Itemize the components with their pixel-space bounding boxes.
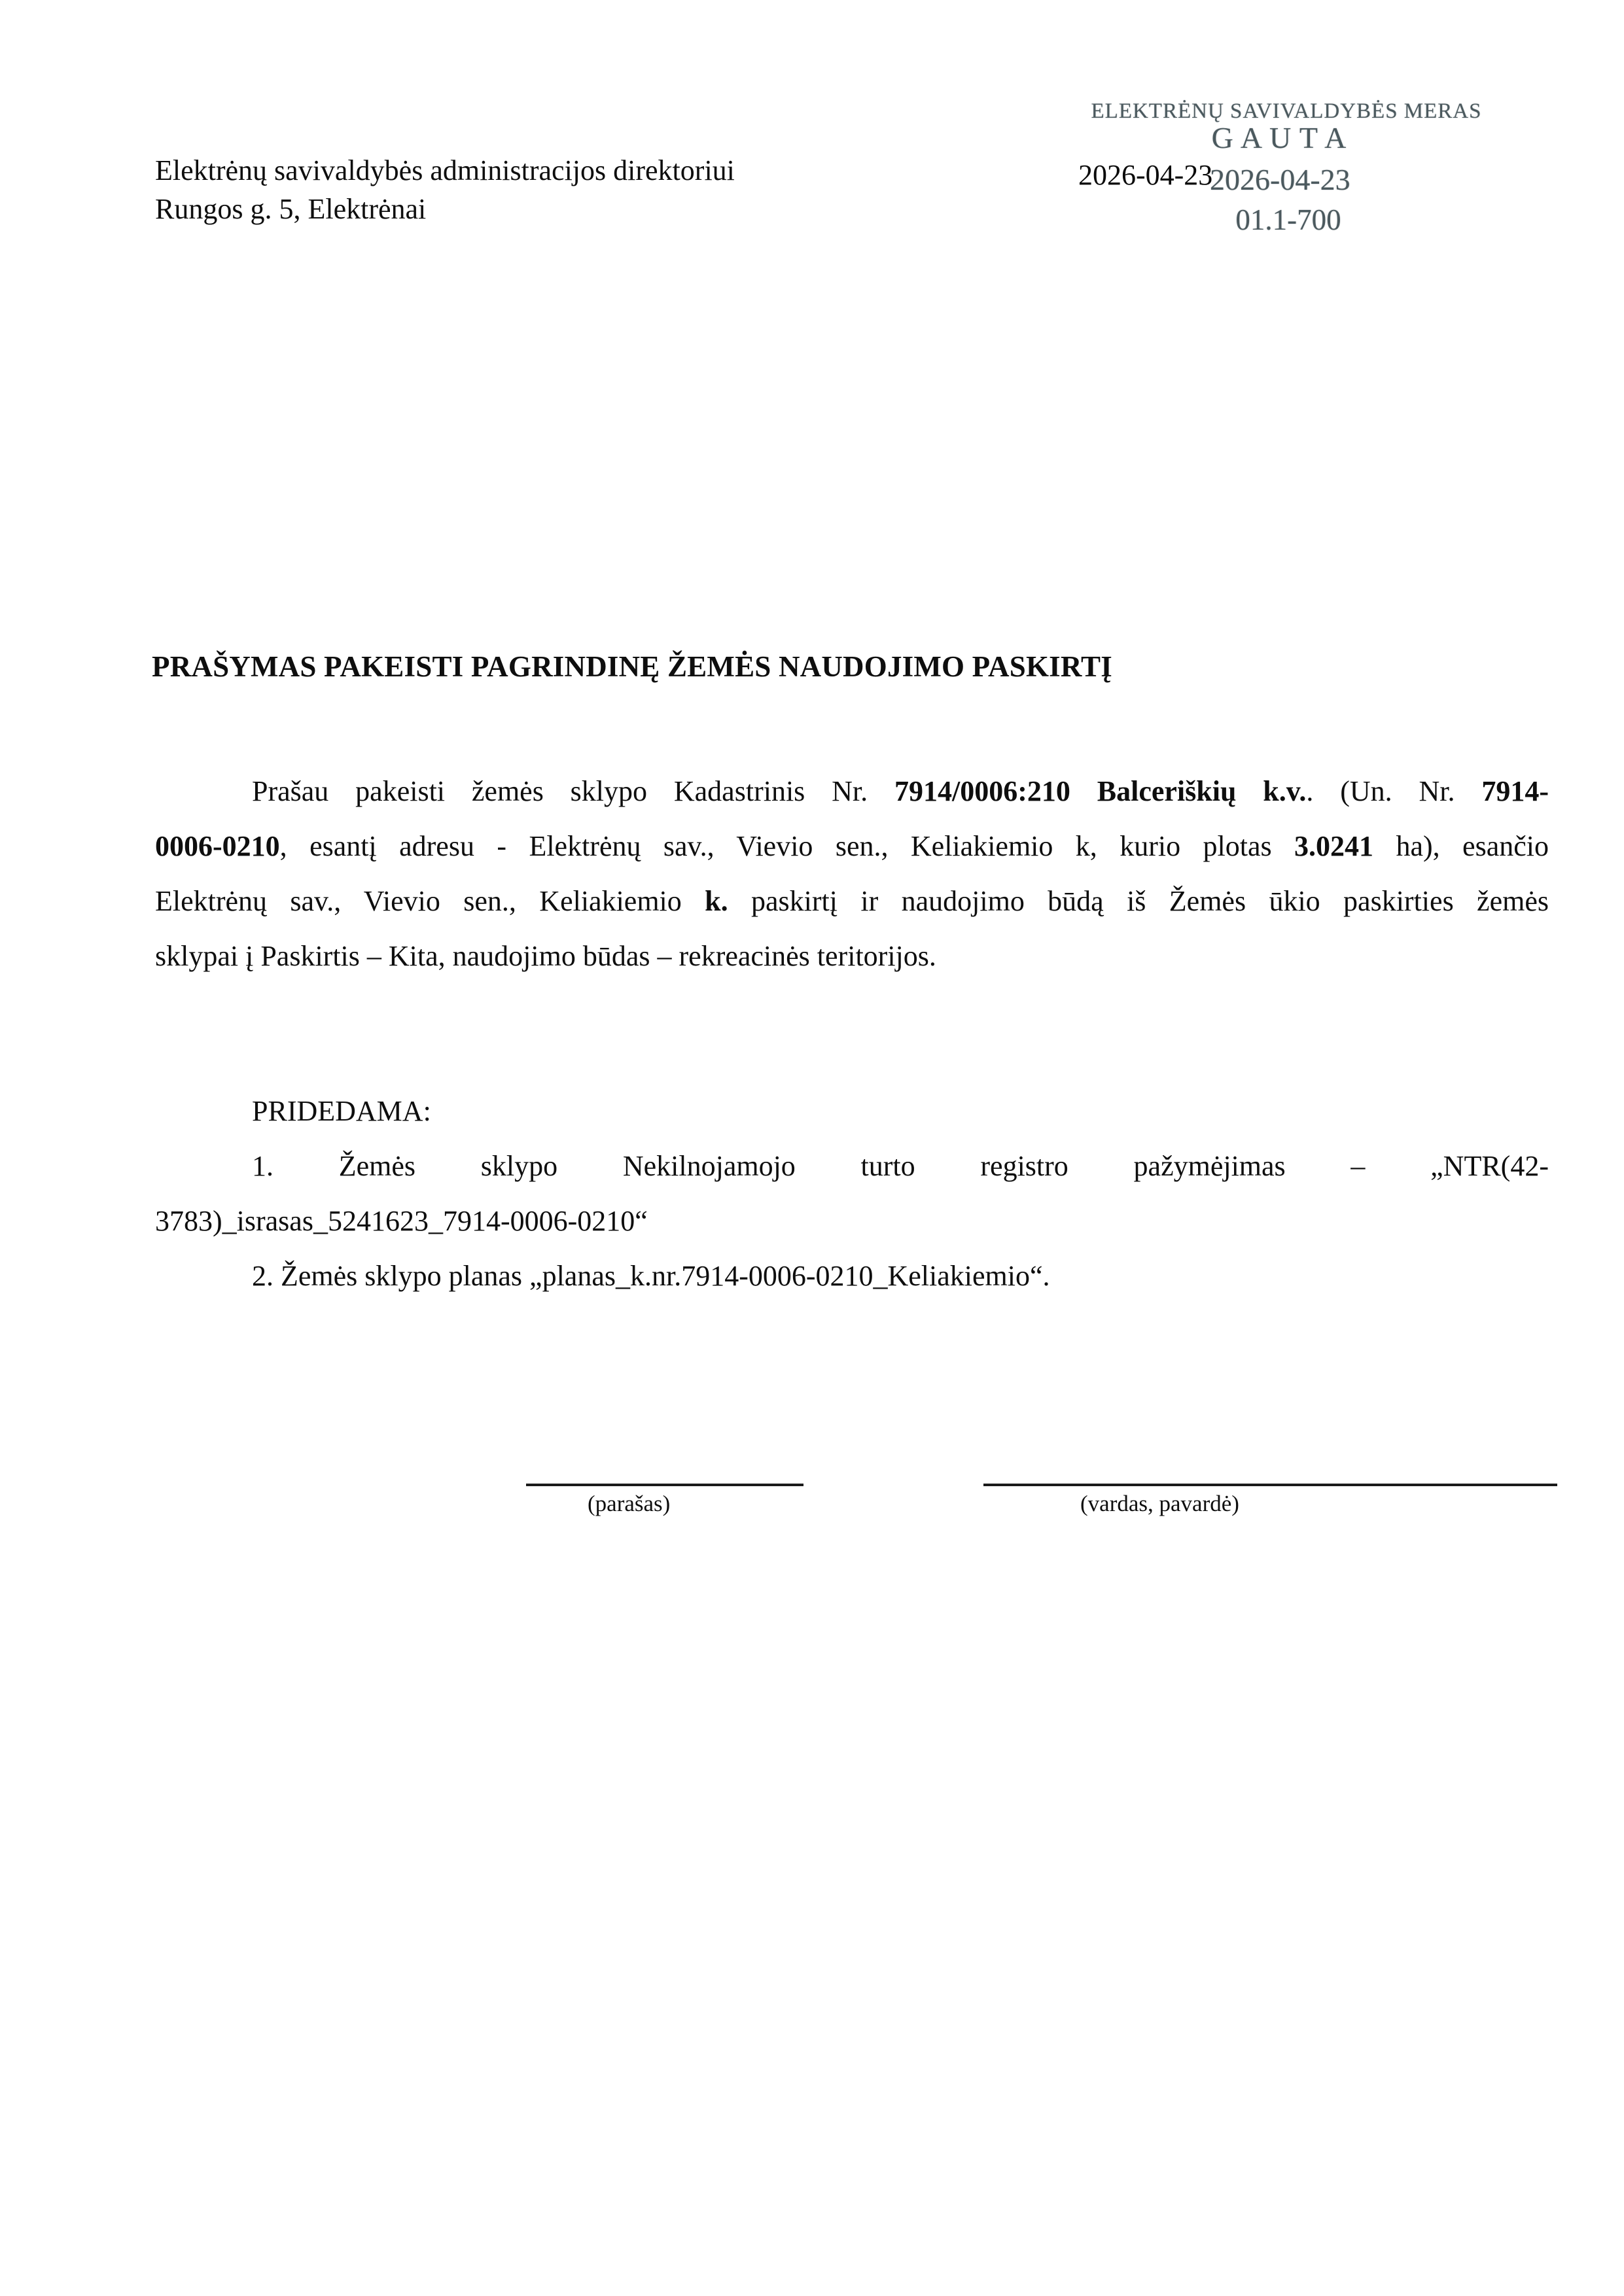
text-run: . (Un. Nr. bbox=[1306, 775, 1482, 807]
addressee-line-2: Rungos g. 5, Elektrėnai bbox=[155, 193, 427, 225]
stamp-received-date: 2026-04-23 bbox=[1210, 163, 1350, 196]
attachments-section bbox=[155, 1084, 1549, 1304]
name-surname-line bbox=[983, 1484, 1557, 1486]
paragraph-line-2 bbox=[155, 819, 1549, 874]
stamp-received-label: G A U T A bbox=[1211, 121, 1347, 154]
attachment-item-2: 2. Žemės sklypo planas „planas_k.nr.7914-0006-0210_Keliakiemio“. bbox=[252, 1260, 1050, 1292]
addressee-block bbox=[155, 151, 735, 228]
attachment-item-1-line-2: 3783)_israsas_5241623_7914-0006-0210“ bbox=[155, 1205, 648, 1237]
text-run-bold: k. bbox=[705, 885, 728, 917]
text-run-bold: 7914- bbox=[1481, 775, 1549, 807]
name-surname-label: (vardas, pavardė) bbox=[1080, 1491, 1239, 1516]
signature-line bbox=[526, 1484, 803, 1486]
stamp-registration-number: 01.1-700 bbox=[1235, 203, 1341, 236]
attachments-heading: PRIDEDAMA: bbox=[252, 1095, 431, 1127]
document-title: PRAŠYMAS PAKEISTI PAGRINDINĘ ŽEMĖS NAUDOJIMO PASKIRTĮ bbox=[152, 650, 1112, 683]
addressee-line-1: Elektrėnų savivaldybės administracijos direktoriui bbox=[155, 154, 735, 186]
text-run: , esantį adresu - Elektrėnų sav., Vievio sen., Keliakiemio k, kurio plotas bbox=[279, 830, 1295, 862]
document-date: 2026-04-23 bbox=[1078, 159, 1213, 191]
text-run: paskirtį ir naudojimo būdą iš Žemės ūkio paskirties žemės bbox=[728, 885, 1549, 917]
attachment-item-1-line-1: 1. Žemės sklypo Nekilnojamojo turto registro pažymėjimas – „NTR(42- bbox=[252, 1150, 1549, 1182]
text-run-bold: 0006-0210 bbox=[155, 830, 280, 862]
stamp-org-name: ELEKTRĖNŲ SAVIVALDYBĖS MERAS bbox=[1091, 99, 1482, 123]
text-run: Prašau pakeisti žemės sklypo Kadastrinis Nr. bbox=[252, 775, 895, 807]
text-run: Elektrėnų sav., Vievio sen., Keliakiemio bbox=[155, 885, 705, 917]
paragraph-line-3 bbox=[155, 874, 1549, 929]
text-run: ha), esančio bbox=[1373, 830, 1549, 862]
text-run-bold: 3.0241 bbox=[1294, 830, 1374, 862]
signature-label: (parašas) bbox=[588, 1491, 671, 1516]
paragraph-line-1 bbox=[155, 764, 1549, 819]
text-run-bold: 7914/0006:210 Balceriškių k.v. bbox=[894, 775, 1307, 807]
paragraph-line-4: sklypai į Paskirtis – Kita, naudojimo būdas – rekreacinės teritorijos. bbox=[155, 940, 936, 972]
request-paragraph bbox=[155, 764, 1549, 984]
